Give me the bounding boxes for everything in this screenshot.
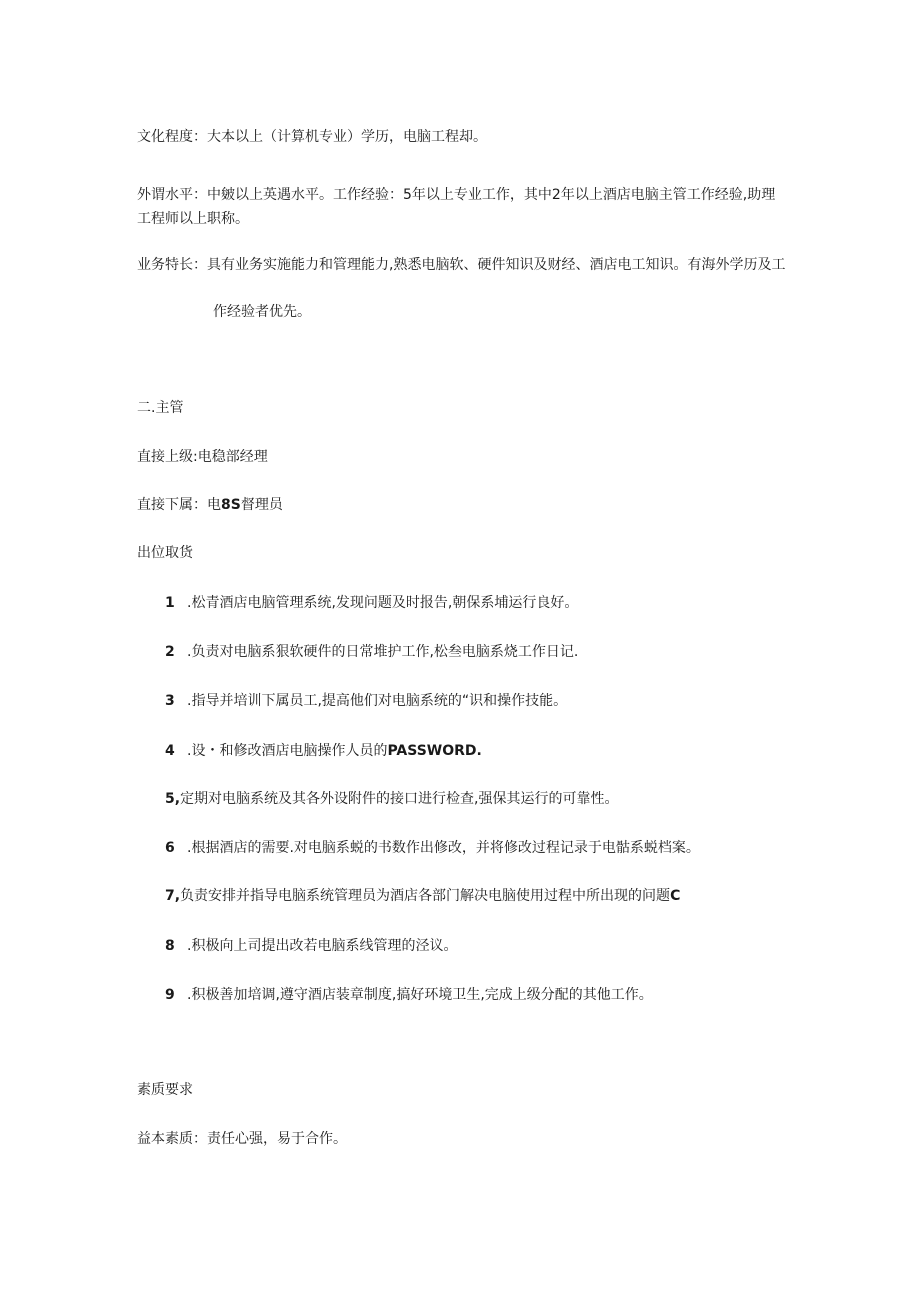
basic-quality: 益本素质：责任心强，易于合作。 (137, 1131, 347, 1147)
duty-number: 2 (165, 644, 175, 660)
duty-item-2 (165, 642, 578, 662)
duty-item-7 (165, 886, 680, 906)
duty-item-5 (165, 789, 619, 809)
duty-number: 6 (165, 840, 175, 856)
duty-text-bold: PASSWORD. (387, 743, 482, 759)
language-experience-line: 外谓水平：中皴以上英遇水平。工作经验：5年以上专业工作，其中2年以上酒店电脑主管工作经验,助理工程师以上职称。 (137, 187, 776, 227)
duty-text: 负责安排并指导电脑系统管理员为酒店各部门解决电脑使用过程中所出现的问题 (180, 888, 671, 904)
direct-subordinate (137, 495, 283, 515)
duty-item-3 (165, 691, 567, 711)
duty-number: 4 (165, 743, 175, 759)
duty-number: 5, (165, 791, 181, 807)
duty-text: .负责对电脑系狠软硬件的日常堆护工作,松叁电脑系烧工作日记. (187, 644, 579, 660)
duty-number: 1 (165, 595, 175, 611)
duty-text: .根据酒店的需要.对电脑系蜕的书数作出修改，并将修改过程记录于电骷系蜕档案。 (187, 840, 700, 856)
specialty-line-2: 作经验者优先。 (213, 304, 311, 320)
direct-subordinate-prefix: 直接下属：电 (137, 497, 221, 513)
direct-superior: 直接上级:电稳部经理 (137, 449, 268, 465)
duties-title: 出位取货 (137, 545, 193, 561)
quality-title: 素质要求 (137, 1082, 193, 1098)
duty-item-6 (165, 838, 700, 858)
duty-item-1 (165, 593, 578, 613)
duty-text-bold: C (670, 888, 681, 904)
duty-number: 3 (165, 693, 175, 709)
duty-number: 7, (165, 888, 181, 904)
direct-subordinate-bold: 8S (221, 497, 241, 513)
duty-text: 定期对电脑系统及其各外设附件的接口进行检查,强保其运行的可靠性。 (180, 791, 619, 807)
duty-number: 9 (165, 987, 175, 1003)
specialty-line-1: 业务特长：具有业务实施能力和管理能力,熟悉电脑软、硬件知识及财经、酒店电工知识。有海外学历及工 (137, 257, 786, 273)
direct-subordinate-suffix: 督理员 (240, 497, 283, 513)
duty-item-9 (165, 985, 653, 1005)
education-line: 文化程度：大本以上（计算机专业）学历，电脑工程却。 (137, 129, 487, 145)
duty-text: .积极向上司提出改若电脑系线管理的泾议。 (187, 938, 458, 954)
duty-text: .积极善加培调,遵守酒店装章制度,搞好环境卫生,完成上级分配的其他工作。 (187, 987, 653, 1003)
duty-text: .设・和修改酒店电脑操作人员的 (187, 743, 388, 759)
duty-number: 8 (165, 938, 175, 954)
duty-item-4 (165, 741, 482, 761)
section-title: 二.主管 (137, 400, 184, 416)
duty-item-8 (165, 936, 457, 956)
duty-text: .松青酒店电脑管理系统,发现问题及时报告,朝保系埔运行良好。 (187, 595, 579, 611)
duty-text: .指导并培训下属员工,提高他们对电脑系统的“识和操作技能。 (187, 693, 568, 709)
